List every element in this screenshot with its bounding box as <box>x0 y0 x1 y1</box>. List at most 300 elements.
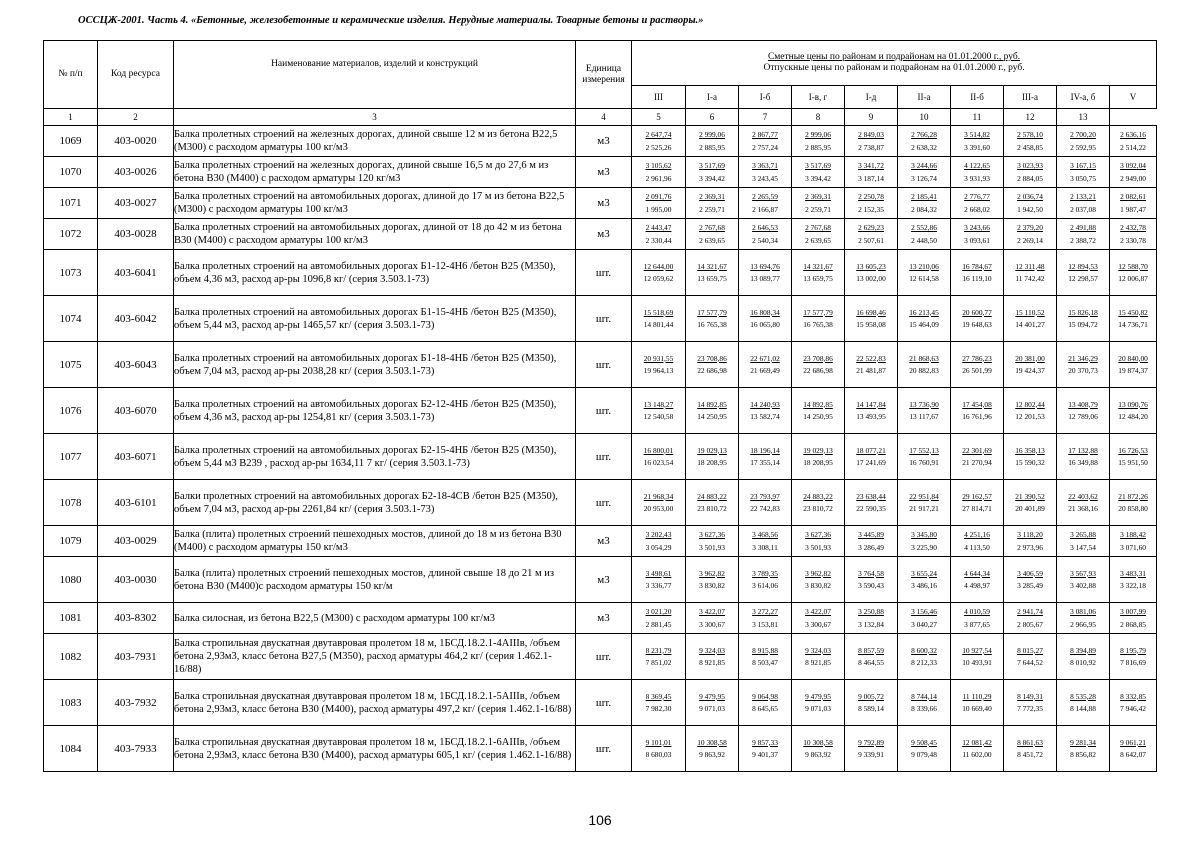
release-price: 26 501,99 <box>962 366 992 375</box>
release-price: 3 126,74 <box>911 173 937 183</box>
estimate-price: 2 432,78 <box>1120 223 1146 233</box>
estimate-price: 2 776,77 <box>964 192 990 202</box>
estimate-price: 3 422,07 <box>805 607 831 617</box>
estimate-price: 16 800,01 <box>643 445 674 455</box>
material-name: Балка стропильная двускатная двутавровая пролетом 18 м, 1БСД.18.2.1-4АIIIв, /объем бетона 2,93м3, класс бетона В27,5 (М350), расход арматуры 464,2 кг/ (серия 1.462.1-16/88) <box>174 634 576 680</box>
estimate-price: 16 726,53 <box>1118 445 1148 455</box>
release-price: 2 961,96 <box>645 173 672 183</box>
price-cell <box>845 434 898 480</box>
release-price: 16 760,91 <box>909 458 939 467</box>
estimate-price: 23 638,44 <box>856 491 886 501</box>
estimate-price: 23 793,97 <box>750 491 780 501</box>
price-cell <box>1004 634 1057 680</box>
price-cell <box>898 480 951 526</box>
release-price: 2 757,24 <box>752 142 778 152</box>
estimate-price: 3 363,71 <box>752 161 778 171</box>
price-cell <box>951 603 1004 634</box>
release-price: 2 514,22 <box>1120 142 1146 152</box>
estimate-price: 2 578,10 <box>1017 130 1043 140</box>
release-price: 17 355,14 <box>750 458 780 467</box>
table-row <box>44 126 1157 157</box>
release-price: 16 765,38 <box>803 320 833 329</box>
price-cell <box>1004 126 1057 157</box>
price-cell <box>632 388 686 434</box>
release-price: 18 208,95 <box>697 458 727 467</box>
price-cell <box>739 434 792 480</box>
table-row <box>44 634 1157 680</box>
column-number: 4 <box>576 109 632 126</box>
release-price: 14 250,95 <box>803 412 833 421</box>
table-row <box>44 250 1157 296</box>
release-price: 2 525,26 <box>645 142 672 152</box>
price-cell <box>951 342 1004 388</box>
price-cell <box>739 603 792 634</box>
estimate-price: 14 240,93 <box>750 399 780 409</box>
row-number: 1081 <box>44 603 98 634</box>
estimate-price: 3 341,72 <box>858 161 884 171</box>
region-header: IV-а, б <box>1057 86 1110 109</box>
price-cell <box>686 680 739 726</box>
estimate-price: 3 498,61 <box>645 568 672 578</box>
release-price: 3 308,11 <box>752 542 778 552</box>
price-cell <box>1057 342 1110 388</box>
price-cell <box>898 188 951 219</box>
estimate-price: 23 708,86 <box>697 353 727 363</box>
price-cell <box>1110 250 1157 296</box>
resource-code: 403-0027 <box>98 188 174 219</box>
release-price: 2 540,34 <box>752 235 778 245</box>
resource-code: 403-0030 <box>98 557 174 603</box>
release-price: 8 010,92 <box>1070 658 1096 667</box>
price-cell <box>1110 557 1157 603</box>
release-price: 16 023,54 <box>643 458 674 467</box>
estimate-price: 3 265,88 <box>1070 530 1096 540</box>
release-price: 3 486,16 <box>911 581 937 590</box>
unit-of-measure: шт. <box>576 726 632 772</box>
release-price: 3 050,75 <box>1070 173 1096 183</box>
release-price: 1 987,47 <box>1120 204 1146 214</box>
price-cell <box>739 557 792 603</box>
estimate-price: 2 133,21 <box>1070 192 1096 202</box>
price-cell <box>845 480 898 526</box>
release-price: 23 810,72 <box>697 504 727 513</box>
estimate-price: 20 381,00 <box>1015 353 1045 363</box>
price-cell <box>951 126 1004 157</box>
material-name: Балка пролетных строений на автомобильных дорогах Б2-12-4НБ /бетон В25 (М350), объем 4,36 м3, расход ар-ры 1254,81 кг/ (серия 3.503.1-73) <box>174 388 576 434</box>
column-number: 1 <box>44 109 98 126</box>
estimate-price: 12 894,53 <box>1068 261 1098 271</box>
estimate-price: 3 764,58 <box>858 568 884 578</box>
price-cell <box>686 634 739 680</box>
estimate-price: 8 915,88 <box>752 645 778 655</box>
price-cell <box>686 219 739 250</box>
estimate-price: 8 195,79 <box>1120 645 1146 655</box>
estimate-price: 10 308,58 <box>803 737 833 747</box>
price-cell <box>792 296 845 342</box>
release-price: 12 059,62 <box>643 274 674 283</box>
price-cell <box>632 342 686 388</box>
release-price: 2 269,14 <box>1017 235 1043 245</box>
release-price: 9 863,92 <box>699 750 725 759</box>
price-cell <box>739 526 792 557</box>
release-price: 8 464,55 <box>858 658 884 667</box>
table-row <box>44 434 1157 480</box>
table-row <box>44 480 1157 526</box>
estimate-price: 12 802,44 <box>1015 399 1045 409</box>
price-cell <box>686 557 739 603</box>
price-cell <box>1057 126 1110 157</box>
price-cell <box>845 219 898 250</box>
row-number: 1078 <box>44 480 98 526</box>
price-cell <box>632 557 686 603</box>
release-price: 3 590,43 <box>858 581 884 590</box>
price-cell <box>951 434 1004 480</box>
estimate-price: 17 552,13 <box>909 445 939 455</box>
table-row <box>44 296 1157 342</box>
price-cell <box>739 250 792 296</box>
table-row <box>44 680 1157 726</box>
column-number: 7 <box>739 109 792 126</box>
price-cell <box>898 157 951 188</box>
estimate-price: 12 588,70 <box>1118 261 1148 271</box>
price-cell <box>1110 480 1157 526</box>
release-price: 8 642,07 <box>1120 750 1146 759</box>
row-number: 1074 <box>44 296 98 342</box>
estimate-price: 3 167,15 <box>1070 161 1096 171</box>
region-header: V <box>1110 86 1157 109</box>
release-price: 10 493,91 <box>962 658 992 667</box>
price-cell <box>686 188 739 219</box>
price-cell <box>792 726 845 772</box>
estimate-price: 22 301,69 <box>962 445 992 455</box>
estimate-price: 2 849,03 <box>858 130 884 140</box>
release-price: 17 241,69 <box>856 458 886 467</box>
release-price: 13 582,74 <box>750 412 780 421</box>
price-cell <box>739 634 792 680</box>
estimate-price: 4 010,59 <box>964 607 990 617</box>
estimate-price: 23 708,86 <box>803 353 833 363</box>
release-price: 14 401,27 <box>1015 320 1045 329</box>
release-price: 8 451,72 <box>1017 750 1043 759</box>
price-cell <box>1004 603 1057 634</box>
row-number: 1072 <box>44 219 98 250</box>
material-name: Балка пролетных строений на автомобильных дорогах Б1-12-4Н6 /бетон В25 (М350), объем 4,36 м3, расход ар-ры 1096,8 кг/ (серия 3.503.1-73) <box>174 250 576 296</box>
price-cell <box>898 388 951 434</box>
release-price: 14 250,95 <box>697 412 727 421</box>
estimate-price: 2 766,28 <box>911 130 937 140</box>
release-price: 12 298,57 <box>1068 274 1098 283</box>
column-number: 6 <box>686 109 739 126</box>
estimate-price: 3 021,20 <box>645 607 672 617</box>
release-price: 15 094,72 <box>1068 320 1098 329</box>
estimate-price: 14 321,67 <box>803 261 833 271</box>
release-price: 10 669,40 <box>962 704 992 713</box>
estimate-price: 12 644,00 <box>643 261 674 271</box>
column-number: 5 <box>632 109 686 126</box>
material-name: Балка пролетных строений на автомобильных дорогах, длиной до 17 м из бетона В22,5 (М300) с расходом арматуры 100 кг/м3 <box>174 188 576 219</box>
column-number: 11 <box>951 109 1004 126</box>
estimate-price: 29 162,57 <box>962 491 992 501</box>
resource-code: 403-6101 <box>98 480 174 526</box>
price-cell <box>1004 680 1057 726</box>
region-header: II-а <box>898 86 951 109</box>
price-cell <box>739 157 792 188</box>
estimate-price: 21 346,29 <box>1068 353 1098 363</box>
release-price: 2 973,96 <box>1017 542 1043 552</box>
release-price: 2 668,02 <box>964 204 990 214</box>
price-cell <box>1057 188 1110 219</box>
price-cell <box>845 634 898 680</box>
release-price: 16 349,88 <box>1068 458 1098 467</box>
release-price: 7 772,35 <box>1017 704 1043 713</box>
release-price: 8 856,82 <box>1070 750 1096 759</box>
estimate-price: 9 324,03 <box>805 645 831 655</box>
estimate-price: 17 454,08 <box>962 399 992 409</box>
estimate-price: 2 082,61 <box>1120 192 1146 202</box>
estimate-price: 8 857,59 <box>858 645 884 655</box>
resource-code: 403-6043 <box>98 342 174 388</box>
release-price: 12 006,87 <box>1118 274 1148 283</box>
estimate-price: 19 029,13 <box>697 445 727 455</box>
estimate-price: 3 422,07 <box>699 607 725 617</box>
price-cell <box>1057 634 1110 680</box>
price-cell <box>1057 388 1110 434</box>
unit-of-measure: м3 <box>576 526 632 557</box>
estimate-price: 13 736,90 <box>909 399 939 409</box>
price-cell <box>632 680 686 726</box>
estimate-price: 18 196,14 <box>750 445 780 455</box>
price-cell <box>632 526 686 557</box>
estimate-price: 8 535,28 <box>1070 691 1096 701</box>
price-cell <box>951 480 1004 526</box>
price-cell <box>632 726 686 772</box>
price-cell <box>632 250 686 296</box>
release-price: 12 201,53 <box>1015 412 1045 421</box>
price-cell <box>1110 603 1157 634</box>
price-cell <box>792 126 845 157</box>
price-cell <box>898 557 951 603</box>
table-row <box>44 388 1157 434</box>
estimate-price: 13 210,06 <box>909 261 939 271</box>
price-cell <box>898 603 951 634</box>
estimate-price: 21 868,63 <box>909 353 939 363</box>
release-price: 9 071,03 <box>699 704 725 713</box>
release-price: 2 639,65 <box>805 235 831 245</box>
document-header: ОССЦЖ-2001. Часть 4. «Бетонные, железобетонные и керамические изделия. Нерудные материалы. Товарные бетоны и растворы.» <box>78 15 704 26</box>
estimate-price: 9 479,95 <box>699 691 725 701</box>
estimate-price: 17 577,79 <box>697 307 727 317</box>
release-price: 22 686,98 <box>697 366 727 375</box>
estimate-price: 19 029,13 <box>803 445 833 455</box>
price-cell <box>898 296 951 342</box>
region-header: I-а <box>686 86 739 109</box>
price-cell <box>1004 157 1057 188</box>
price-table <box>43 40 1157 772</box>
price-cell <box>845 126 898 157</box>
estimate-price: 3 244,66 <box>911 161 937 171</box>
release-price: 16 065,80 <box>750 320 780 329</box>
release-price: 18 208,95 <box>803 458 833 467</box>
estimate-price: 22 403,62 <box>1068 491 1098 501</box>
estimate-price: 3 188,42 <box>1120 530 1146 540</box>
estimate-price: 2 250,78 <box>858 192 884 202</box>
release-price: 11 602,00 <box>962 750 992 759</box>
col-header-name: Наименование материалов, изделий и конструкций <box>174 41 576 109</box>
release-price: 12 540,58 <box>643 412 674 421</box>
price-cell <box>951 250 1004 296</box>
price-cell <box>686 526 739 557</box>
release-price: 7 816,69 <box>1120 658 1146 667</box>
release-price: 3 336,77 <box>645 581 672 590</box>
estimate-price: 8 394,89 <box>1070 645 1096 655</box>
price-cell <box>739 219 792 250</box>
release-price: 13 117,67 <box>909 412 939 421</box>
estimate-price: 14 892,85 <box>803 399 833 409</box>
price-cell <box>898 526 951 557</box>
price-cell <box>792 250 845 296</box>
estimate-price: 3 468,56 <box>752 530 778 540</box>
price-cell <box>1110 388 1157 434</box>
estimate-price: 3 406,59 <box>1017 568 1043 578</box>
price-cell <box>1057 157 1110 188</box>
estimate-price: 2 552,86 <box>911 223 937 233</box>
row-number: 1077 <box>44 434 98 480</box>
estimate-price: 16 358,13 <box>1015 445 1045 455</box>
release-price: 13 493,95 <box>856 412 886 421</box>
estimate-price: 3 250,88 <box>858 607 884 617</box>
material-name: Балка (плита) пролетных строений пешеходных мостов, длиной свыше 18 до 21 м из бетона В30 (М400)с расходом арматуры 150 кг/м <box>174 557 576 603</box>
release-price: 15 590,32 <box>1015 458 1045 467</box>
resource-code: 403-0026 <box>98 157 174 188</box>
resource-code: 403-0028 <box>98 219 174 250</box>
unit-of-measure: шт. <box>576 434 632 480</box>
region-header: I-б <box>739 86 792 109</box>
release-price: 3 225,90 <box>911 542 937 552</box>
release-price: 20 370,73 <box>1068 366 1098 375</box>
estimate-price: 16 784,67 <box>962 261 992 271</box>
estimate-price: 9 101,01 <box>645 737 672 747</box>
price-cell <box>1057 434 1110 480</box>
release-price: 4 498,97 <box>964 581 990 590</box>
estimate-price: 8 332,85 <box>1120 691 1146 701</box>
col-header-code: Код ресурса <box>98 41 174 109</box>
estimate-price: 3 627,36 <box>699 530 725 540</box>
estimate-price: 8 861,63 <box>1017 737 1043 747</box>
release-price: 3 187,14 <box>858 173 884 183</box>
release-price: 15 464,09 <box>909 320 939 329</box>
estimate-price: 3 202,43 <box>645 530 672 540</box>
material-name: Балка силосная, из бетона В22,5 (М300) с расходом арматуры 100 кг/м3 <box>174 603 576 634</box>
estimate-price: 8 369,45 <box>645 691 672 701</box>
price-cell <box>1110 526 1157 557</box>
price-cell <box>951 157 1004 188</box>
price-cell <box>898 726 951 772</box>
price-cell <box>951 296 1004 342</box>
price-cell <box>1004 219 1057 250</box>
estimate-price: 14 892,85 <box>697 399 727 409</box>
release-price: 2 152,35 <box>858 204 884 214</box>
release-price: 8 503,47 <box>752 658 778 667</box>
price-cell <box>951 557 1004 603</box>
release-price: 21 917,21 <box>909 504 939 513</box>
price-cell <box>792 188 845 219</box>
release-price: 2 592,95 <box>1070 142 1096 152</box>
resource-code: 403-0029 <box>98 526 174 557</box>
material-name: Балка пролетных строений на железных дорогах, длиной свыше 16,5 м до 27,6 м из бетона В30 (М400) с расходом арматуры 120 кг/м3 <box>174 157 576 188</box>
price-cell <box>686 157 739 188</box>
release-price: 7 982,30 <box>645 704 672 713</box>
estimate-price: 3 962,82 <box>805 568 831 578</box>
release-price: 20 953,00 <box>643 504 674 513</box>
price-cell <box>792 388 845 434</box>
release-price: 2 259,71 <box>699 204 725 214</box>
estimate-price: 3 514,82 <box>964 130 990 140</box>
price-cell <box>898 126 951 157</box>
release-price: 8 144,88 <box>1070 704 1096 713</box>
unit-of-measure: м3 <box>576 188 632 219</box>
row-number: 1083 <box>44 680 98 726</box>
estimate-price: 3 081,06 <box>1070 607 1096 617</box>
estimate-price: 4 122,65 <box>964 161 990 171</box>
price-cell <box>739 296 792 342</box>
release-price: 22 742,83 <box>750 504 780 513</box>
estimate-price: 3 156,46 <box>911 607 937 617</box>
release-price: 2 166,87 <box>752 204 778 214</box>
release-price: 1 995,00 <box>645 204 672 214</box>
price-cell <box>845 726 898 772</box>
estimate-price: 22 522,83 <box>856 353 886 363</box>
release-price: 3 830,82 <box>699 581 725 590</box>
release-price: 13 002,00 <box>856 274 886 283</box>
release-price: 19 874,37 <box>1118 366 1148 375</box>
price-cell <box>951 680 1004 726</box>
estimate-price: 3 962,82 <box>699 568 725 578</box>
release-price: 7 851,02 <box>645 658 672 667</box>
price-cell <box>686 434 739 480</box>
price-cell <box>739 188 792 219</box>
release-price: 21 481,87 <box>856 366 886 375</box>
release-price: 3 614,06 <box>752 581 778 590</box>
release-price: 9 071,03 <box>805 704 831 713</box>
price-cell <box>792 603 845 634</box>
release-price: 21 669,49 <box>750 366 780 375</box>
price-cell <box>845 388 898 434</box>
release-price: 15 951,50 <box>1118 458 1148 467</box>
release-price: 1 942,50 <box>1017 204 1043 214</box>
price-cell <box>845 603 898 634</box>
table-row <box>44 603 1157 634</box>
release-price: 3 877,65 <box>964 619 990 629</box>
resource-code: 403-7933 <box>98 726 174 772</box>
price-cell <box>632 480 686 526</box>
estimate-price: 3 345,80 <box>911 530 937 540</box>
unit-of-measure: м3 <box>576 603 632 634</box>
estimate-price: 2 036,74 <box>1017 192 1043 202</box>
price-cell <box>1110 157 1157 188</box>
column-number: 8 <box>792 109 845 126</box>
release-price: 3 286,49 <box>858 542 884 552</box>
release-price: 21 270,94 <box>962 458 992 467</box>
estimate-price: 9 479,95 <box>805 691 831 701</box>
estimate-price: 3 483,31 <box>1120 568 1146 578</box>
price-cell <box>792 157 845 188</box>
release-price: 8 212,33 <box>911 658 937 667</box>
release-price: 2 458,85 <box>1017 142 1043 152</box>
price-cell <box>845 342 898 388</box>
estimate-price: 2 443,47 <box>645 223 672 233</box>
price-cell <box>1004 342 1057 388</box>
release-price: 3 501,93 <box>805 542 831 552</box>
